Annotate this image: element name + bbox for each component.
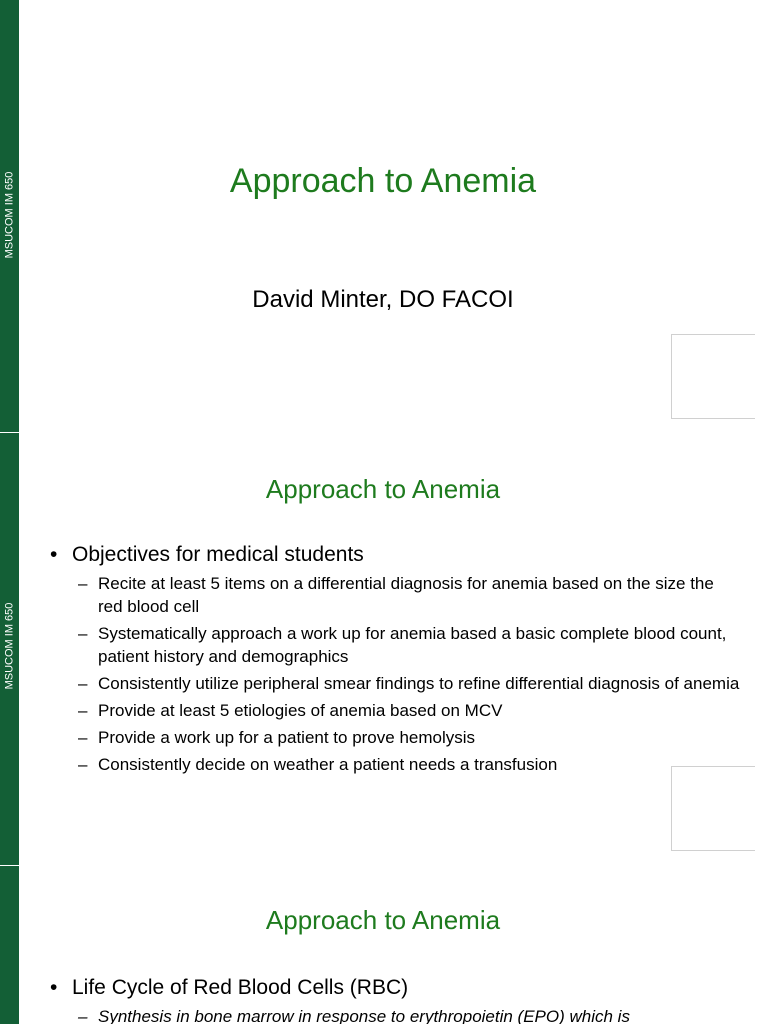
list-item [50,542,740,568]
objectives-slide [0,433,768,865]
dash-icon: – [78,674,88,693]
author-name: David Minter, DO FACOI [252,286,514,313]
bullet-text: Objectives for medical students [72,543,364,566]
slide-corner-box [671,334,755,419]
bullet-icon: • [50,543,58,566]
sidebar-label: MSUCOM IM 650 [3,602,16,690]
list-item [50,699,740,722]
list-item [50,726,740,749]
subitem-text: Consistently utilize peripheral smear findings to refine differential diagnosis of anemia [98,674,740,693]
bullet-list [50,975,740,1024]
dash-icon: – [78,624,88,643]
dash-icon: – [78,728,88,747]
subitem-text: Provide at least 5 etiologies of anemia based on MCV [98,701,503,720]
slide-title: Approach to Anemia [265,474,501,504]
subitem-text: Recite at least 5 items on a differential diagnosis for anemia based on the size the red blood cell [98,574,714,616]
bullet-list [50,542,740,780]
dash-icon: – [78,1007,88,1024]
bullet-text: Life Cycle of Red Blood Cells (RBC) [72,976,409,999]
list-item [50,572,740,618]
subitem-text: Provide a work up for a patient to prove hemolysis [98,728,476,747]
presentation-title: Approach to Anemia [229,162,537,200]
subitem-text: Consistently decide on weather a patient needs a transfusion [98,755,558,774]
sidebar-strip [0,866,19,1024]
sidebar-label: MSUCOM IM 650 [3,171,16,259]
subitem-text: Synthesis in bone marrow in response to erythropoietin (EPO) which is [98,1007,630,1024]
dash-icon: – [78,755,88,774]
list-item [50,672,740,695]
bullet-icon: • [50,976,58,999]
life-cycle-slide [0,866,768,1024]
list-item [50,1005,740,1024]
list-item [50,975,740,1001]
list-item [50,753,740,776]
slide-corner-box [671,766,755,851]
slide-title: Approach to Anemia [265,905,501,935]
dash-icon: – [78,574,88,593]
list-item [50,622,740,668]
subitem-text: Systematically approach a work up for anemia based a basic complete blood count, patient history and demographics [98,624,727,666]
dash-icon: – [78,701,88,720]
title-slide [0,0,768,432]
